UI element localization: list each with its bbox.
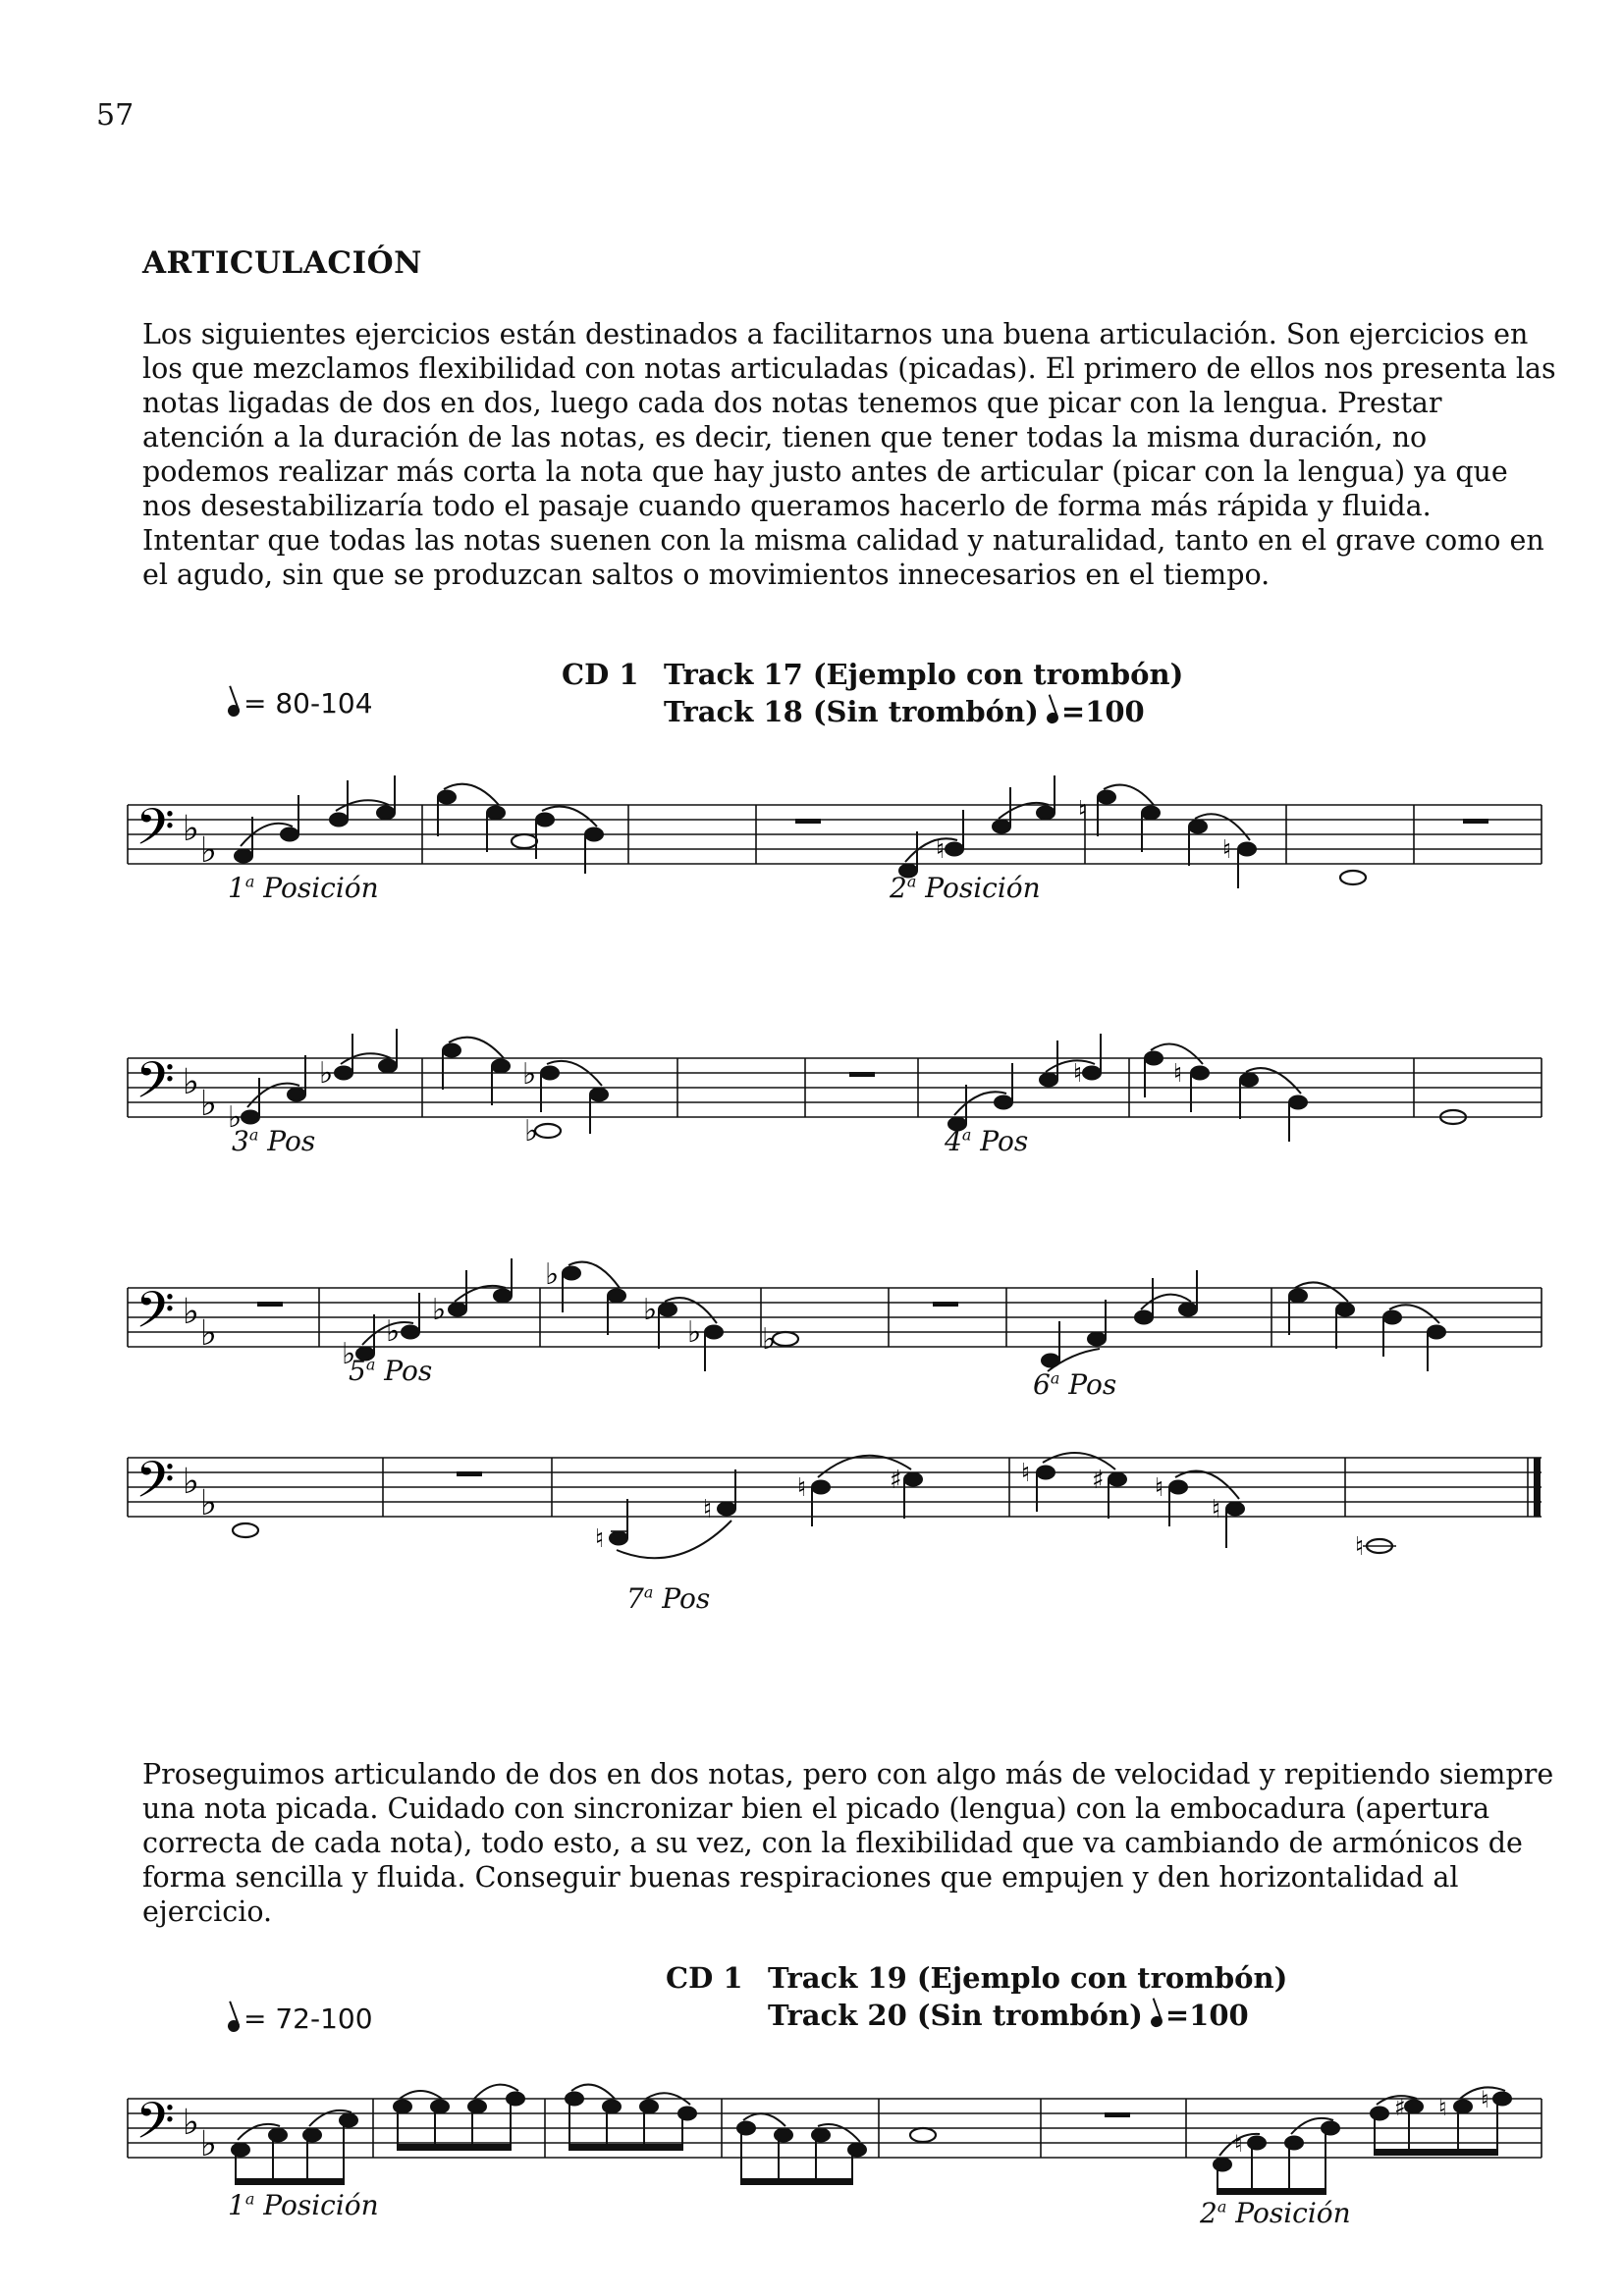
exercise-2-track-info [666, 1959, 1287, 2034]
key-signature-flats [183, 809, 217, 871]
quarter-note-icon [226, 703, 241, 718]
track-20-label: Track 20 (Sin trombón) [768, 1999, 1143, 2032]
bass-clef-icon [135, 2091, 175, 2163]
intro-paragraph: Los siguientes ejercicios están destinados a facilitarnos una buena articulación. Son ejercicios en los que mezclamos flexibilidad con notas articuladas (picadas). El primero de ellos nos presenta las notas ligadas de dos en dos, luego cada dos notas tenemos que picar con la lengua. Prestar atención a la duración de las notas, es decir, tienen que tener todas la misma duración, no podemos realizar más corta la nota que hay justo antes de articular (picar con la lengua) ya que nos desestabilizaría todo el pasaje cuando queramos hacerlo de forma más rápida y fluida. Intentar que todas las notas suenen con la misma calidad y naturalidad, tanto en el grave como en el agudo, sin que se produzcan saltos o movimientos innecesarios en el tiempo. [142, 318, 1556, 591]
position-label-2: 2$^a$ Posición [890, 872, 1041, 904]
svg-text:𝄢: 𝄢 [135, 797, 175, 869]
svg-text:♮: ♮ [1073, 1059, 1083, 1089]
svg-text:♮: ♮ [1481, 2086, 1489, 2113]
svg-text:♭: ♭ [319, 1056, 334, 1091]
staff-3 [0, 1258, 1623, 1415]
svg-text:♭: ♭ [200, 1483, 217, 1523]
svg-text:♭: ♭ [524, 1114, 539, 1148]
track-18-tempo: =100 [1060, 695, 1145, 728]
svg-text:♭: ♭ [342, 1337, 356, 1371]
svg-text:♯: ♯ [890, 1466, 902, 1495]
position-label-6: 6$^a$ Pos [1033, 1368, 1117, 1401]
svg-text:♭: ♭ [183, 1062, 199, 1102]
svg-text:♭: ♭ [762, 1322, 777, 1357]
svg-text:𝄢: 𝄢 [135, 1050, 175, 1122]
position-label-1: 1$^a$ Posición [228, 872, 379, 904]
position-label-4: 4$^a$ Pos [945, 1125, 1029, 1157]
staff-4 [0, 1428, 1623, 1585]
bass-clef-icon [135, 1050, 175, 1122]
svg-text:♭: ♭ [545, 1257, 560, 1292]
svg-text:♭: ♭ [687, 1315, 702, 1350]
second-paragraph: Proseguimos articulando de dos en dos notas, pero con algo más de velocidad y repitiendo siempre una nota picada. Cuidado con sincronizar bien el picado (lengua) con la embocadura (apertura correcta de cada nota), todo esto, a su vez, con la flexibilidad que va cambiando de armónicos de forma sencilla y fluida. Conseguir buenas respiraciones que empujen y den horizontalidad al ejercicio. [142, 1758, 1554, 1928]
svg-text:𝄢: 𝄢 [135, 2091, 175, 2163]
track-20-tempo: =100 [1164, 1999, 1249, 2032]
svg-text:♮: ♮ [1438, 2094, 1447, 2121]
svg-text:♮: ♮ [797, 1473, 807, 1503]
svg-text:♭: ♭ [200, 1313, 217, 1354]
track-18-label: Track 18 (Sin trombón) [664, 695, 1039, 728]
svg-text:♭: ♭ [183, 2103, 199, 2143]
svg-text:♮: ♮ [1173, 1059, 1183, 1089]
position-label-3: 3$^a$ Pos [232, 1125, 316, 1157]
svg-text:♭: ♭ [183, 1462, 199, 1502]
bass-clef-icon [135, 797, 175, 869]
track-17-label: Track 17 (Ejemplo con trombón) [664, 658, 1184, 691]
cd-label: CD 1 [562, 658, 639, 691]
quarter-note-icon [226, 2018, 241, 2033]
bass-clef-icon [135, 1280, 175, 1352]
svg-text:♮: ♮ [936, 835, 946, 865]
svg-text:♭: ♭ [643, 1293, 658, 1327]
svg-text:♭: ♭ [228, 1100, 243, 1135]
svg-text:♭: ♭ [200, 830, 217, 871]
svg-text:♮: ♮ [1021, 1459, 1031, 1488]
key-signature-flats [183, 1462, 217, 1523]
section-title: ARTICULACIÓN [142, 245, 422, 281]
staff-2 [0, 1029, 1623, 1186]
svg-text:♭: ♭ [386, 1314, 401, 1349]
svg-text:♮: ♮ [1234, 2130, 1243, 2158]
svg-text:♭: ♭ [522, 1057, 537, 1092]
staff-1 [0, 775, 1623, 933]
svg-text:♮: ♮ [595, 1524, 605, 1554]
quarter-note-icon [1045, 711, 1059, 724]
key-signature-flats [183, 1062, 217, 1124]
cd-label: CD 1 [666, 1961, 743, 1995]
svg-text:♮: ♮ [1355, 1532, 1365, 1562]
position-label-5: 5$^a$ Pos [349, 1355, 433, 1387]
position-label-8: 1$^a$ Posición [228, 2189, 379, 2221]
track-19-label: Track 19 (Ejemplo con trombón) [768, 1961, 1288, 1995]
page-number: 57 [96, 98, 135, 133]
exercise-1-tempo: = 80-104 [228, 687, 373, 720]
svg-text:♭: ♭ [432, 1293, 447, 1327]
svg-text:♮: ♮ [703, 1495, 713, 1524]
svg-text:♯: ♯ [1092, 1466, 1105, 1495]
svg-text:♯: ♯ [1394, 2094, 1406, 2121]
svg-text:♮: ♮ [1155, 1473, 1164, 1503]
exercise-1-track-info [562, 656, 1183, 730]
key-signature-flats [183, 1292, 217, 1354]
svg-text:𝄢: 𝄢 [135, 1450, 175, 1522]
bass-clef-icon [135, 1450, 175, 1522]
position-label-9: 2$^a$ Posición [1200, 2197, 1351, 2229]
svg-text:♮: ♮ [1078, 796, 1088, 826]
exercise-2-tempo: = 72-100 [228, 2002, 373, 2035]
key-signature-flats [183, 2103, 217, 2164]
svg-text:♮: ♮ [1212, 1495, 1221, 1524]
position-label-7: 7$^a$ Pos [626, 1582, 711, 1615]
svg-text:♭: ♭ [183, 809, 199, 849]
svg-text:𝄢: 𝄢 [135, 1280, 175, 1352]
svg-text:♮: ♮ [1222, 835, 1232, 865]
quarter-note-icon [1149, 2014, 1163, 2028]
svg-text:♭: ♭ [200, 2124, 217, 2164]
svg-text:♭: ♭ [200, 1084, 217, 1124]
svg-text:♭: ♭ [183, 1292, 199, 1332]
